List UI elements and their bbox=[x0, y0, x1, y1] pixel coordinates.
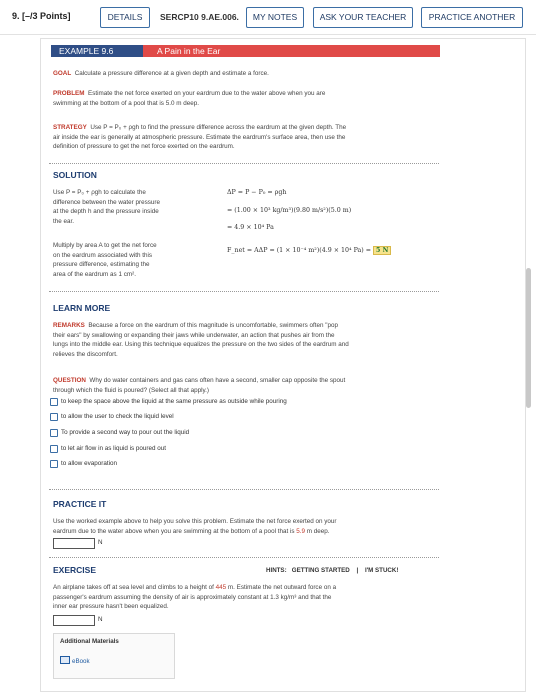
exercise-unit: N bbox=[98, 616, 103, 623]
details-button[interactable]: DETAILS bbox=[100, 7, 150, 28]
goal-label: GOAL bbox=[53, 70, 72, 77]
hints-label: HINTS: bbox=[266, 567, 287, 574]
ask-teacher-button[interactable]: ASK YOUR TEACHER bbox=[313, 7, 413, 28]
example-title: A Pain in the Ear bbox=[157, 46, 221, 56]
equation-net-force: F_net = AΔP = (1 × 10⁻⁴ m²)(4.9 × 10⁴ Pa) = 5 N bbox=[227, 247, 391, 254]
ebook-icon bbox=[60, 656, 70, 664]
option-checkbox[interactable] bbox=[50, 460, 58, 468]
option-label: to keep the space above the liquid at the same pressure as outside while pouring bbox=[61, 398, 287, 405]
my-notes-button[interactable]: MY NOTES bbox=[246, 7, 304, 28]
strategy bbox=[53, 123, 346, 152]
learn-more-heading: LEARN MORE bbox=[53, 303, 111, 313]
example-banner bbox=[51, 45, 440, 57]
problem-code: SERCP10 9.AE.006. bbox=[160, 12, 239, 22]
im-stuck-link[interactable]: I'M STUCK! bbox=[364, 567, 399, 574]
divider bbox=[49, 163, 439, 164]
strategy-line: air inside the ear is generally at atmospheric pressure. Estimate the eardrum's surface area, then use the bbox=[53, 133, 346, 141]
solution-heading: SOLUTION bbox=[53, 170, 97, 180]
practice-text: Use the worked example above to help you solve this problem. Estimate the net force exerted on your eardrum due to the water above when you are swimming at the bottom of a pool that is 5.9 m deep. bbox=[53, 518, 337, 535]
hints: HINTS: GETTING STARTED | I'M STUCK! bbox=[266, 567, 399, 574]
practice-answer-input[interactable] bbox=[53, 538, 95, 549]
example-number: EXAMPLE 9.6 bbox=[51, 45, 143, 57]
option-label: to let air flow in as liquid is poured out bbox=[61, 445, 167, 452]
solution-step-1: Use P = P₀ + ρgh to calculate the difference between the water pressure at the depth h and the pressure inside the ear. bbox=[53, 189, 160, 225]
additional-materials-title: Additional Materials bbox=[60, 638, 119, 645]
strategy-line: Use P = P₀ + ρgh to find the pressure difference across the eardrum at the given depth. The bbox=[90, 124, 347, 131]
practice-unit: N bbox=[98, 539, 103, 546]
option-checkbox[interactable] bbox=[50, 413, 58, 421]
divider bbox=[49, 489, 439, 490]
divider bbox=[49, 291, 439, 292]
solution-step-2: Multiply by area A to get the net force on the eardrum associated with this pressure difference, estimating the area of the eardrum as 1 cm². bbox=[53, 242, 157, 278]
problem bbox=[53, 89, 325, 108]
remarks-label: REMARKS bbox=[53, 322, 85, 329]
problem-line: swimming at the bottom of a pool that is 5.0 m deep. bbox=[53, 99, 199, 107]
goal-text: Calculate a pressure difference at a given depth and estimate a force. bbox=[74, 70, 269, 77]
exercise-answer-input[interactable] bbox=[53, 615, 95, 626]
practice-another-button[interactable]: PRACTICE ANOTHER bbox=[421, 7, 523, 28]
remarks: REMARKS Because a force on the eardrum of this magnitude is uncomfortable, swimmers often "pop their ears" by swallowing or expanding their jaws while underwater, an action that pushes air from the lungs into the middle ear. Using this technique equalizes the pressure on the two sides of the eardrum and relieves the discomfort. bbox=[53, 322, 349, 358]
equation-substitution: = (1.00 × 10³ kg/m³)(9.80 m/s²)(5.0 m) bbox=[227, 207, 352, 214]
question: QUESTION Why do water containers and gas cans often have a second, smaller cap opposite the spout through which the fluid is poured? (Select all that apply.) bbox=[53, 377, 346, 394]
option-checkbox[interactable] bbox=[50, 429, 58, 437]
additional-materials bbox=[53, 633, 175, 679]
option-label: to allow evaporation bbox=[61, 460, 118, 467]
exercise-heading: EXERCISE bbox=[53, 565, 96, 575]
option-checkbox[interactable] bbox=[50, 445, 58, 453]
question-header bbox=[0, 0, 536, 35]
strategy-line: definition of pressure to get the net force exerted on the eardrum. bbox=[53, 143, 235, 150]
exercise-text: An airplane takes off at sea level and climbs to a height of 445 m. Estimate the net outward force on a passenger's eardrum assuming the density of air is approximately constant at 1.3 kg/m³ and that the inner ear pressure hasn't been equalized. bbox=[53, 584, 337, 610]
practice-heading: PRACTICE IT bbox=[53, 499, 107, 509]
problem-label: PROBLEM bbox=[53, 90, 85, 97]
question-points: 9. [–/3 Points] bbox=[12, 11, 71, 21]
scrollbar[interactable] bbox=[526, 268, 531, 408]
example-content bbox=[40, 38, 526, 692]
option-label: To provide a second way to pour out the liquid bbox=[61, 429, 190, 436]
answer-highlight: 5 N bbox=[373, 246, 391, 255]
height-value: 445 bbox=[215, 584, 227, 591]
ebook-link[interactable]: eBook bbox=[60, 656, 90, 665]
option-label: to allow the user to check the liquid level bbox=[61, 413, 174, 420]
goal bbox=[53, 69, 269, 79]
question-label: QUESTION bbox=[53, 377, 86, 384]
equation-pressure-difference: ΔP = P − P₀ = ρgh bbox=[227, 189, 287, 196]
depth-value: 5.9 bbox=[296, 527, 306, 535]
divider bbox=[49, 557, 439, 558]
getting-started-link[interactable]: GETTING STARTED bbox=[291, 567, 350, 574]
equation-result: = 4.9 × 10⁴ Pa bbox=[227, 224, 274, 231]
problem-line: Estimate the net force exerted on your eardrum due to the water above when you are bbox=[88, 90, 326, 97]
strategy-label: STRATEGY bbox=[53, 124, 87, 131]
option-checkbox[interactable] bbox=[50, 398, 58, 406]
